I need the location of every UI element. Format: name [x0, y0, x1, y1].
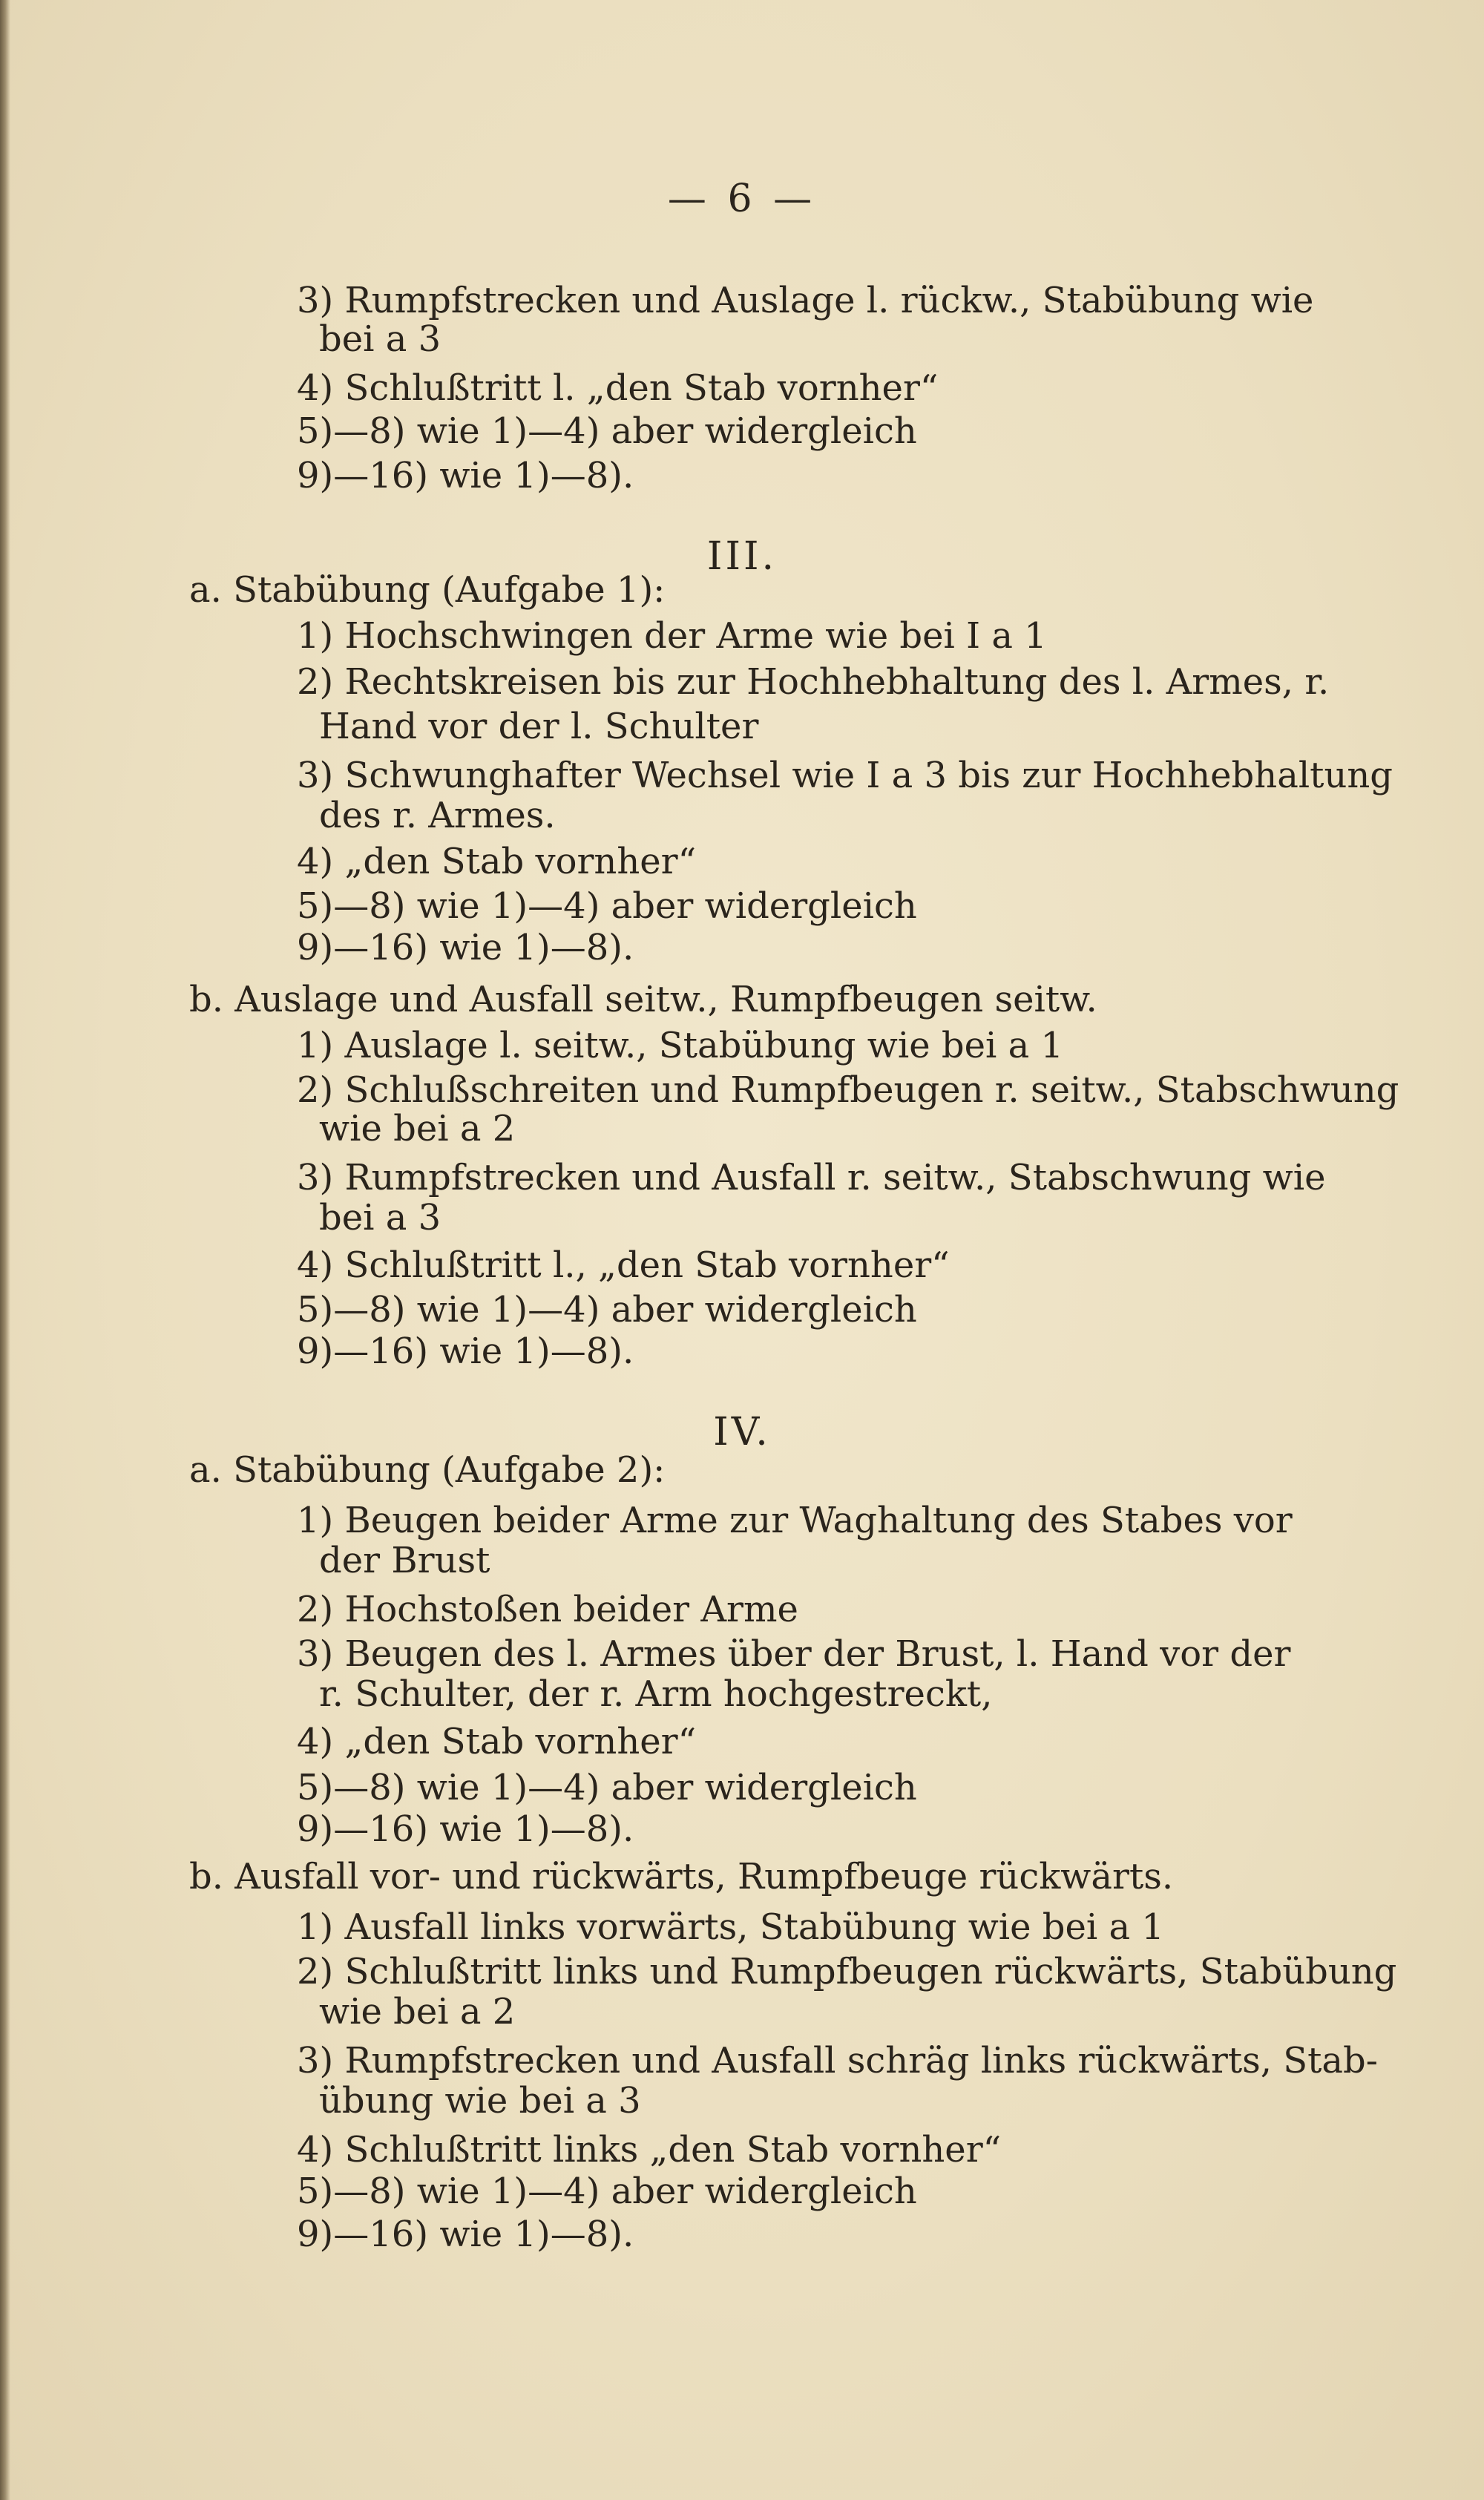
group-label: a. Stabübung (Aufgabe 2):	[189, 1449, 666, 1491]
list-item: 9)—16) wie 1)—8).	[297, 2214, 634, 2255]
group-label: b. Ausfall vor- und rückwärts, Rumpfbeuge rückwärts.	[189, 1856, 1174, 1897]
list-item: 1) Ausfall links vorwärts, Stabübung wie bei a 1	[297, 1906, 1164, 1948]
list-item: 9)—16) wie 1)—8).	[297, 455, 634, 496]
list-item: 1) Auslage l. seitw., Stabübung wie bei a 1	[297, 1025, 1064, 1066]
list-item: 2) Rechtskreisen bis zur Hochhebhaltung des l. Armes, r.	[297, 661, 1330, 703]
list-item: 3) Rumpfstrecken und Ausfall schräg links rückwärts, Stab-	[297, 2040, 1378, 2081]
page-number: — 6 —	[667, 177, 817, 221]
list-item: 2) Hochstoßen beider Arme	[297, 1589, 798, 1630]
list-item: 5)—8) wie 1)—4) aber widergleich	[297, 2171, 917, 2212]
list-item: 4) „den Stab vornher“	[297, 1721, 697, 1762]
list-item: 9)—16) wie 1)—8).	[297, 1331, 634, 1372]
list-item-continuation: des r. Armes.	[319, 795, 556, 836]
list-item-continuation: Hand vor der l. Schulter	[319, 706, 759, 747]
list-item: 3) Schwunghafter Wechsel wie I a 3 bis zur Hochhebhaltung	[297, 755, 1393, 796]
list-item: 3) Rumpfstrecken und Ausfall r. seitw., Stabschwung wie	[297, 1157, 1326, 1198]
list-item: 2) Schlußschreiten und Rumpfbeugen r. seitw., Stabschwung	[297, 1069, 1399, 1111]
list-item: 4) Schlußtritt l., „den Stab vornher“	[297, 1244, 950, 1286]
list-item-continuation: wie bei a 2	[319, 1108, 516, 1149]
list-item-continuation: übung wie bei a 3	[319, 2080, 641, 2122]
list-item: 9)—16) wie 1)—8).	[297, 1808, 634, 1850]
section-heading: IV.	[713, 1410, 771, 1454]
list-item: 3) Rumpfstrecken und Auslage l. rückw., Stabübung wie	[297, 280, 1314, 321]
list-item: 9)—16) wie 1)—8).	[297, 927, 634, 968]
section-heading: III.	[706, 534, 778, 579]
list-item: 2) Schlußtritt links und Rumpfbeugen rückwärts, Stabübung	[297, 1951, 1397, 1992]
list-item-continuation: bei a 3	[319, 318, 441, 360]
list-item: 5)—8) wie 1)—4) aber widergleich	[297, 410, 917, 452]
list-item: 4) „den Stab vornher“	[297, 841, 697, 882]
list-item-continuation: der Brust	[319, 1540, 490, 1581]
list-item: 1) Beugen beider Arme zur Waghaltung des Stabes vor	[297, 1500, 1293, 1541]
list-item-continuation: bei a 3	[319, 1197, 441, 1238]
page-binding-edge	[0, 0, 10, 2500]
list-item: 3) Beugen des l. Armes über der Brust, l. Hand vor der	[297, 1633, 1291, 1675]
list-item-continuation: wie bei a 2	[319, 1991, 516, 2033]
group-label: a. Stabübung (Aufgabe 1):	[189, 569, 666, 611]
list-item: 1) Hochschwingen der Arme wie bei I a 1	[297, 615, 1047, 657]
list-item: 4) Schlußtritt links „den Stab vornher“	[297, 2129, 1002, 2171]
group-label: b. Auslage und Ausfall seitw., Rumpfbeugen seitw.	[189, 979, 1097, 1020]
list-item: 4) Schlußtritt l. „den Stab vornher“	[297, 367, 939, 409]
list-item: 5)—8) wie 1)—4) aber widergleich	[297, 1289, 917, 1331]
list-item: 5)—8) wie 1)—4) aber widergleich	[297, 1767, 917, 1808]
list-item-continuation: r. Schulter, der r. Arm hochgestreckt,	[319, 1673, 993, 1715]
list-item: 5)—8) wie 1)—4) aber widergleich	[297, 885, 917, 927]
